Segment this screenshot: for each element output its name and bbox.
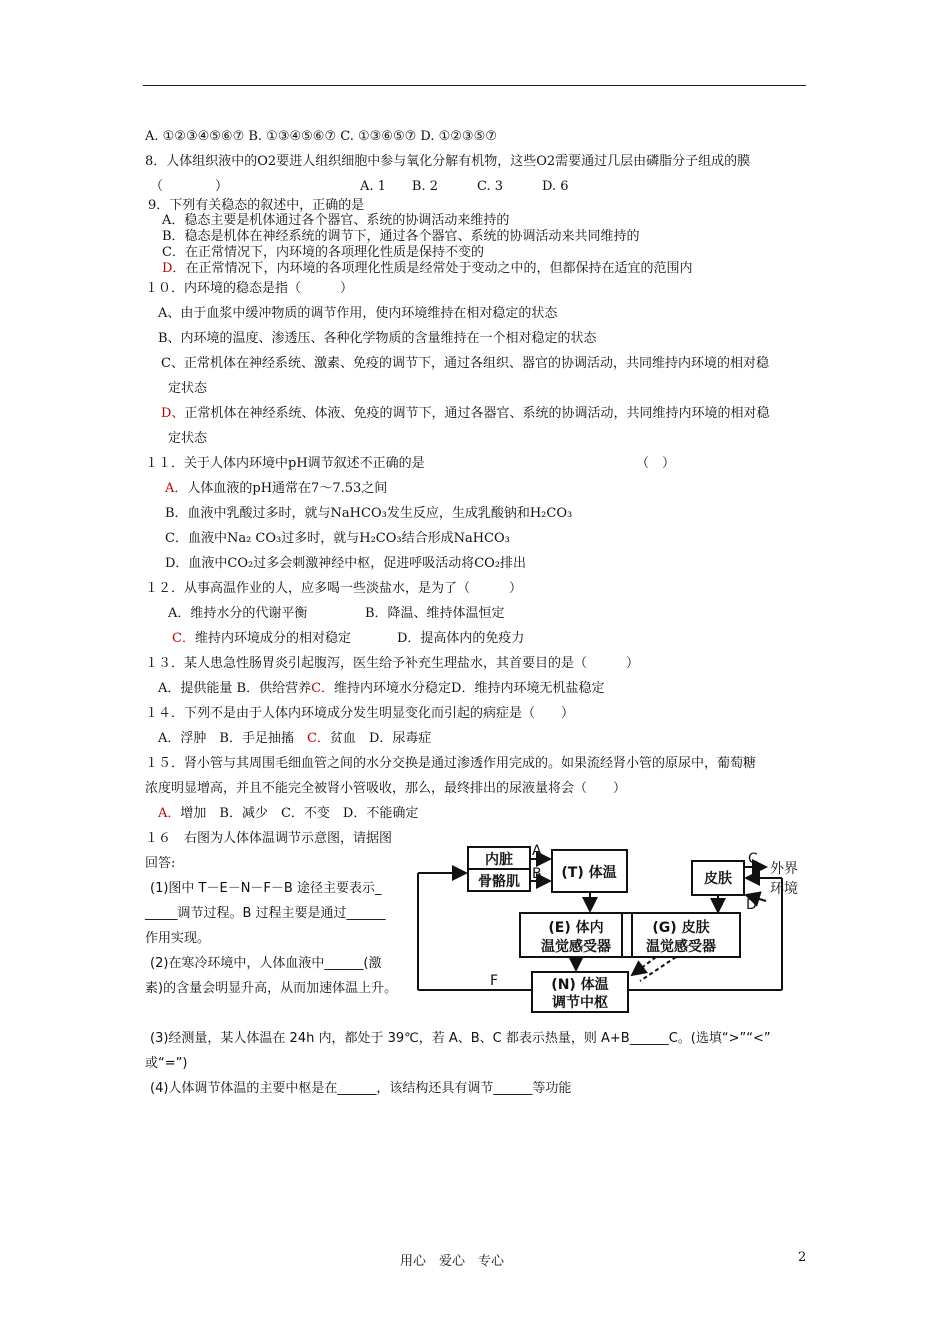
q14-options <box>158 730 431 748</box>
q9-option-d <box>162 260 692 278</box>
q14-option-d: D．尿毒症 <box>368 731 432 746</box>
footer-motto: 用心 爱心 专心 <box>400 1254 505 1269</box>
q10-option-d-line1 <box>161 405 769 423</box>
q16-intro-line2: 回答: <box>145 856 176 871</box>
q12-option-c-text: 维持内环境成分的相对稳定 <box>194 631 351 646</box>
q7-options: A. ①②③④⑤⑥⑦ B. ①③④⑤⑥⑦ C. ①③⑥⑤⑦ D. ①②③⑤⑦ <box>145 129 497 144</box>
q8-options: A. 1 B. 2 C. 3 D. 6 <box>360 179 569 194</box>
header-rule <box>143 85 806 86</box>
q11-stem: １１．关于人体内环境中pH调节叙述不正确的是 <box>145 456 425 471</box>
q15-options-text: 增加 B．减少 C．不变 D．不能确定 <box>180 806 419 821</box>
q15-stem-line2: 浓度明显增高，并且不能完全被肾小管吸收，那么，最终排出的尿液量将会（ ） <box>145 781 627 796</box>
environment-label-line1: 外界 <box>770 861 798 877</box>
q16-part4: (4)人体调节体温的主要中枢是在______，该结构还具有调节______等功能 <box>150 1081 572 1096</box>
q13-option-ab: A．提供能量 B．供给营养 <box>158 681 312 696</box>
page-number: 2 <box>798 1250 807 1265</box>
q10-stem: １０．内环境的稳态是指（ ） <box>145 281 354 296</box>
q10-option-a: A、由于血浆中缓冲物质的调节作用，使内环境维持在相对稳定的状态 <box>158 306 558 321</box>
q11-option-a <box>165 480 387 498</box>
q16-part2-line2: 素)的含量会明显升高，从而加速体温上升。 <box>145 981 398 996</box>
environment-label-line2: 环境 <box>770 881 798 897</box>
arrow-label-a: A <box>532 843 542 859</box>
q14-option-ab: A．浮肿 B．手足抽搐 <box>158 731 294 746</box>
answer-mark: A． <box>158 806 181 821</box>
q13-stem: １３．某人患急性肠胃炎引起腹泻，医生给予补充生理盐水，其首要目的是（ ） <box>145 656 640 671</box>
q10-option-c-line2: 定状态 <box>168 381 208 396</box>
q13-option-c-text: 维持内环境水分稳定 <box>334 681 452 696</box>
q9-option-a: A．稳态主要是机体通过各个器官、系统的协调活动来维持的 <box>162 213 510 228</box>
g-box-line1: (G) 皮肤 <box>652 920 710 936</box>
thermoregulation-diagram <box>410 835 810 1020</box>
e-box-line2: 温觉感受器 <box>541 939 611 955</box>
n-box-line1: (N) 体温 <box>551 977 609 993</box>
n-box-line2: 调节中枢 <box>552 995 608 1011</box>
q11-option-c: C．血液中Na₂ CO₃过多时，就与H₂CO₃结合形成NaHCO₃ <box>165 531 510 546</box>
q13-options <box>158 680 604 698</box>
q9-stem: 9．下列有关稳态的叙述中，正确的是 <box>148 198 365 213</box>
q16-part1-line1: (1)图中 T－E－N－F－B 途径主要表示_ <box>150 881 382 896</box>
answer-mark: C． <box>172 631 195 646</box>
q12-option-a: A．维持水分的代谢平衡 <box>168 606 308 621</box>
q16-intro-line1: １６ 右图为人体体温调节示意图，请据图 <box>145 831 393 846</box>
q11-option-b: B．血液中乳酸过多时，就与NaHCO₃发生反应，生成乳酸钠和H₂CO₃ <box>165 506 573 521</box>
q13-option-d: D．维持内环境无机盐稳定 <box>451 681 605 696</box>
q9-option-b: B．稳态是机体在神经系统的调节下，通过各个器官、系统的协调活动来共同维持的 <box>162 229 640 244</box>
q16-part3-line2: 或“=”) <box>145 1056 188 1071</box>
q10-option-b: B、内环境的温度、渗透压、各种化学物质的含量维持在一个相对稳定的状态 <box>158 331 597 346</box>
q11-option-a-text: 人体血液的pH通常在7～7.53之间 <box>187 481 388 496</box>
arrow-label-d: D <box>746 897 757 913</box>
arrow-label-b: B <box>532 866 542 882</box>
g-box-line2: 温觉感受器 <box>646 939 716 955</box>
q16-part1-line3: 作用实现。 <box>145 931 211 946</box>
q9-option-c: C．在正常情况下，内环境的各项理化性质是保持不变的 <box>162 245 484 260</box>
organs-top-label: 内脏 <box>485 852 513 868</box>
q14-stem: １４．下列不是由于人体内环境成分发生明显变化而引起的病症是（ ） <box>145 706 575 721</box>
arrow-label-c: C <box>748 851 758 867</box>
q16-part1-line2: _____调节过程。B 过程主要是通过______ <box>145 906 386 921</box>
q10-option-d-text: 正常机体在神经系统、体液、免疫的调节下，通过各器官、系统的协调活动，共同维持内环境的相对稳 <box>184 406 770 421</box>
answer-mark: D、 <box>161 406 185 421</box>
e-box-line1: (E) 体内 <box>548 920 604 936</box>
q16-part3-line1: (3)经测量，某人体温在 24h 内，都处于 39℃，若 A、B、C 都表示热量，则 A+B______C。(选填“>”“<” <box>150 1031 771 1046</box>
q11-paren: （ ） <box>636 456 676 471</box>
q10-option-c-line1: C、正常机体在神经系统、激素、免疫的调节下，通过各组织、器官的协调活动，共同维持内环境的相对稳 <box>161 356 769 371</box>
q14-option-c-text: 贫血 <box>329 731 356 746</box>
q15-stem-line1: １５．肾小管与其周围毛细血管之间的水分交换是通过渗透作用完成的。如果流经肾小管的原尿中，葡萄糖 <box>145 756 757 771</box>
q12-option-d: D．提高体内的免疫力 <box>397 631 525 646</box>
q16-part2-line1: (2)在寒冷环境中，人体血液中______(激 <box>150 956 382 971</box>
answer-mark: D． <box>162 261 186 276</box>
answer-mark: A． <box>165 481 188 496</box>
q9-option-d-text: 在正常情况下，内环境的各项理化性质是经常处于变动之中的，但都保持在适宜的范围内 <box>185 261 693 276</box>
arrow-label-f: F <box>490 973 499 989</box>
q12-option-b: B．降温、维持体温恒定 <box>365 606 505 621</box>
q12-option-c <box>172 630 351 648</box>
q12-stem: １２．从事高温作业的人，应多喝一些淡盐水，是为了（ ） <box>145 581 523 596</box>
t-box-label: (T) 体温 <box>561 865 617 881</box>
q10-option-d-line2: 定状态 <box>168 431 208 446</box>
answer-mark: C． <box>306 731 330 746</box>
skin-label: 皮肤 <box>704 871 732 887</box>
q11-option-d: D．血液中CO₂过多会刺激神经中枢，促进呼吸活动将CO₂排出 <box>165 556 527 571</box>
q15-options <box>158 805 418 823</box>
q8-stem: 8．人体组织液中的O2要进人组织细胞中参与氧化分解有机物，这些O2需要通过几层由磷脂分子组成的膜 <box>145 154 751 169</box>
q8-paren: （ ） <box>150 179 229 194</box>
organs-bottom-label: 骨骼肌 <box>478 874 520 890</box>
answer-mark: C． <box>311 681 335 696</box>
